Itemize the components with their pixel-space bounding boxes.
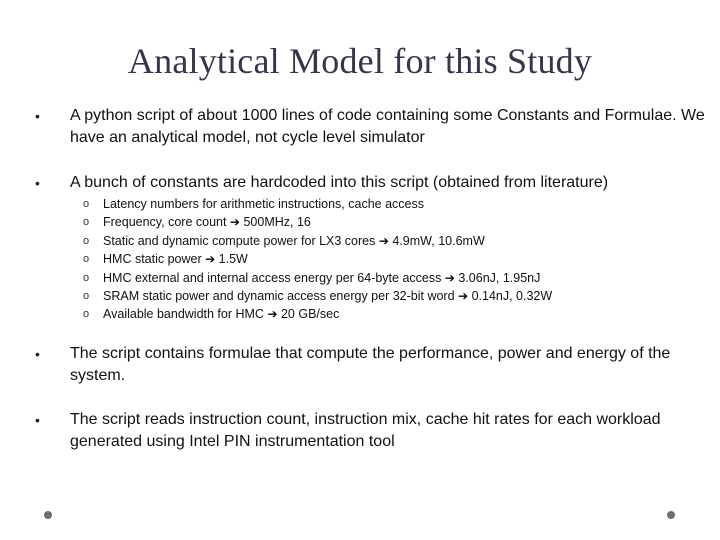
sub-item-text [103, 213, 311, 231]
sub-item-label: HMC external and internal access energy per 64-byte access [103, 270, 445, 285]
sub-bullet-marker: o [83, 308, 90, 321]
list-item [83, 213, 703, 231]
sub-item-text [103, 269, 540, 287]
slide-title: Analytical Model for this Study [127, 41, 593, 81]
sub-item-value: 4.9mW, 10.6mW [388, 233, 485, 248]
sub-item-value: 3.06nJ, 1.95nJ [454, 270, 541, 285]
bullet-marker: • [35, 175, 40, 191]
corner-dot-icon [44, 511, 52, 519]
list-item [83, 269, 703, 287]
sub-item-label: SRAM static power and dynamic access energy per 32-bit word [103, 288, 459, 303]
bullet-formulae: The script contains formulae that compute the performance, power and energy of the system. [70, 345, 671, 384]
sub-bullet-marker: o [83, 289, 90, 302]
sub-item-text [103, 195, 424, 213]
sub-item-value: 1.5W [215, 252, 248, 267]
sub-item-text [103, 232, 485, 250]
arrow-right-icon: ➔ [444, 270, 455, 285]
list-item [83, 305, 703, 323]
arrow-right-icon: ➔ [267, 307, 278, 322]
sub-bullet-marker: o [83, 271, 90, 284]
sub-item-label: Static and dynamic compute power for LX3 cores [103, 233, 379, 248]
sub-item-text [103, 250, 248, 268]
sub-item-label: HMC static power [103, 252, 206, 267]
list-item [83, 287, 703, 305]
arrow-right-icon: ➔ [229, 215, 240, 230]
sub-item-label: Available bandwidth for HMC [103, 307, 268, 322]
sub-item-value: 0.14nJ, 0.32W [468, 288, 553, 303]
sub-item-label: Latency numbers for arithmetic instructions, cache access [103, 197, 424, 211]
list-item [83, 195, 703, 213]
bullet-python-script: A python script of about 1000 lines of code containing some Constants and Formulae. We have an analytical model, not cycle level simulator [70, 107, 705, 146]
arrow-right-icon: ➔ [378, 233, 389, 248]
sub-item-text [103, 305, 339, 323]
bullet-constants: A bunch of constants are hardcoded into this script (obtained from literature) [70, 174, 609, 191]
sub-bullet-marker: o [83, 216, 90, 229]
arrow-right-icon: ➔ [205, 252, 216, 267]
bullet-pin-tool: The script reads instruction count, instruction mix, cache hit rates for each workload generated using Intel PIN instrumentation tool [70, 411, 661, 450]
sub-item-value: 500MHz, 16 [239, 215, 311, 230]
list-item [83, 250, 703, 268]
bullet-marker: • [35, 108, 40, 124]
sub-bullet-marker: o [83, 253, 90, 266]
arrow-right-icon: ➔ [458, 288, 469, 303]
sub-item-text [103, 287, 552, 305]
corner-dot-icon [667, 511, 675, 519]
sub-item-value: 20 GB/sec [277, 307, 340, 322]
bullet-marker: • [35, 412, 40, 428]
sub-item-label: Frequency, core count [103, 215, 230, 230]
constants-sub-list [83, 195, 703, 324]
list-item [83, 232, 703, 250]
sub-bullet-marker: o [83, 234, 90, 247]
bullet-marker: • [35, 346, 40, 362]
sub-bullet-marker: o [83, 198, 90, 210]
